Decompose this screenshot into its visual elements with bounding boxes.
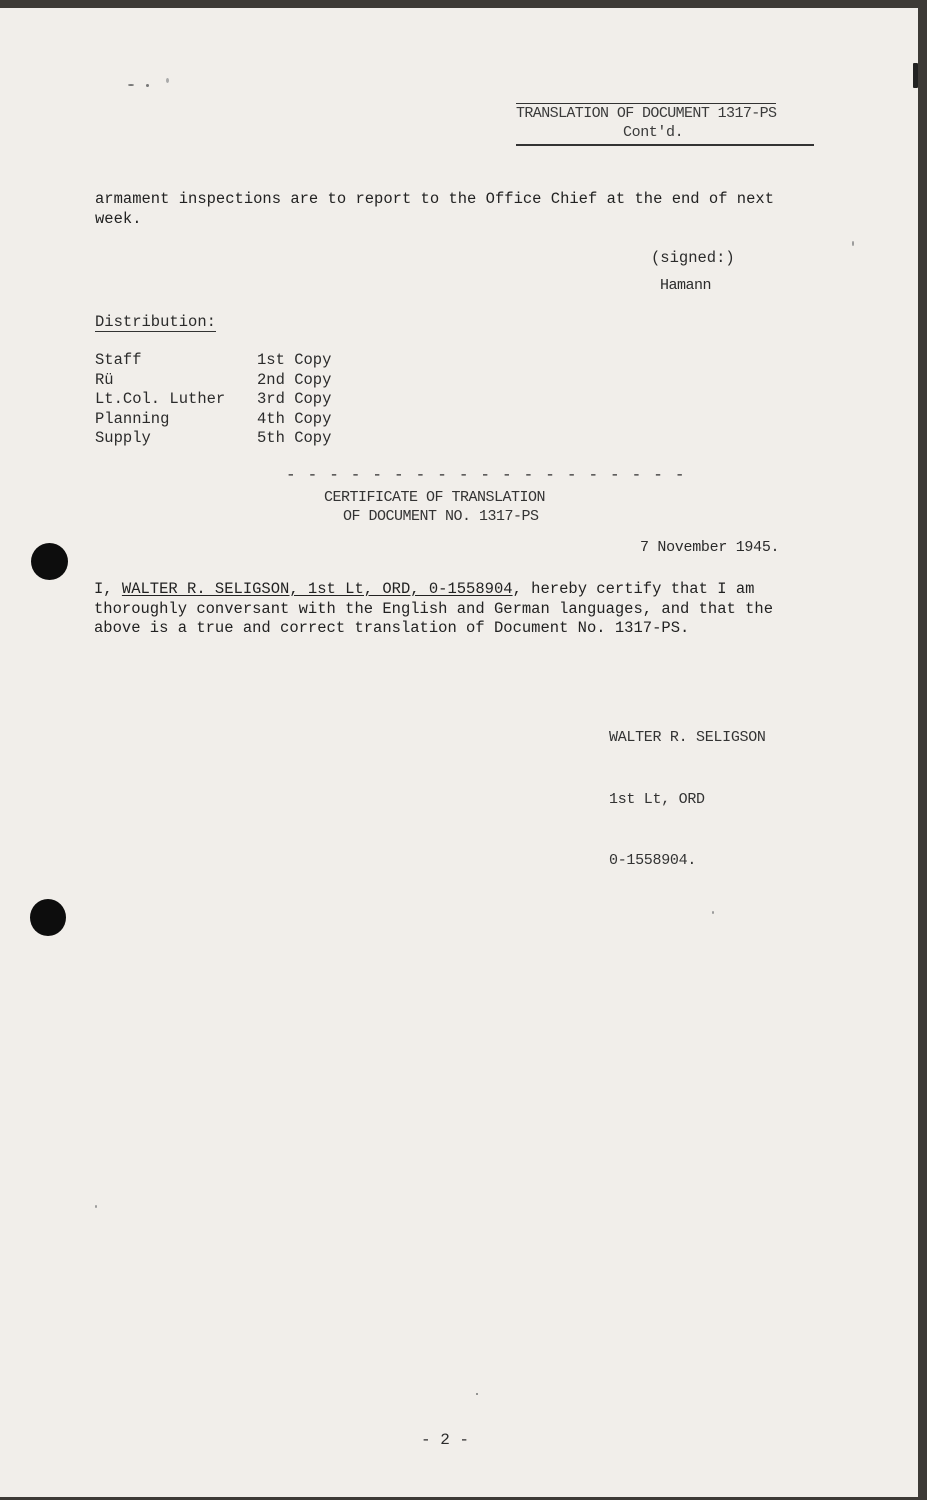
distribution-row xyxy=(95,410,331,430)
translator-name: WALTER R. SELIGSON xyxy=(609,729,766,746)
distribution-recipient: Rü xyxy=(95,370,114,389)
distribution-recipient: Staff xyxy=(95,351,142,369)
signed-label: (signed:) xyxy=(651,249,735,267)
distribution-recipient: Planning xyxy=(95,409,170,428)
distribution-copy: 3rd Copy xyxy=(257,390,332,409)
translator-identification: WALTER R. SELIGSON, 1st Lt, ORD, 0-1558904 xyxy=(121,580,513,598)
certificate-subtitle: OF DOCUMENT NO. 1317-PS xyxy=(343,508,539,525)
distribution-row xyxy=(95,390,331,410)
paper-mark xyxy=(476,1393,478,1395)
header-rule xyxy=(516,144,814,146)
distribution-copy: 5th Copy xyxy=(257,429,332,448)
distribution-table xyxy=(95,351,331,449)
paper-mark xyxy=(712,911,714,914)
certificate-intro: I, xyxy=(94,580,122,598)
paper-mark xyxy=(128,84,134,86)
distribution-recipient: Supply xyxy=(95,429,151,448)
distribution-copy: 1st Copy xyxy=(257,351,332,369)
certificate-statement-text: , hereby certify that I am thoroughly conversant with the English and German languages, and that the above is a true and correct translation of Document No. 1317-PS. xyxy=(94,580,774,637)
paper-mark xyxy=(146,84,149,87)
translator-serial: 0-1558904. xyxy=(609,852,697,869)
distribution-copy: 4th Copy xyxy=(257,409,332,428)
distribution-row xyxy=(95,371,331,391)
document-page xyxy=(0,8,918,1497)
body-paragraph: armament inspections are to report to the Office Chief at the end of next week. xyxy=(95,190,775,228)
translator-signature-block xyxy=(609,687,766,913)
punch-hole xyxy=(30,899,66,936)
document-continued-label: Cont'd. xyxy=(623,124,684,141)
paper-mark xyxy=(852,241,854,246)
distribution-row xyxy=(95,351,331,371)
translator-rank: 1st Lt, ORD xyxy=(609,790,705,808)
distribution-row xyxy=(95,429,331,449)
certificate-date: 7 November 1945. xyxy=(640,539,780,556)
section-separator: - - - - - - - - - - - - - - - - - - - xyxy=(286,466,686,484)
document-title: TRANSLATION OF DOCUMENT 1317-PS xyxy=(516,105,777,122)
punch-hole xyxy=(31,543,68,580)
paper-mark xyxy=(166,78,169,83)
certificate-title: CERTIFICATE OF TRANSLATION xyxy=(324,489,546,506)
page-number: - 2 - xyxy=(421,1431,470,1449)
paper-mark xyxy=(95,1205,97,1208)
distribution-recipient: Lt.Col. Luther xyxy=(95,390,226,409)
signer-name: Hamann xyxy=(660,277,712,294)
distribution-heading: Distribution: xyxy=(95,313,216,331)
distribution-copy: 2nd Copy xyxy=(257,370,332,389)
certificate-statement xyxy=(94,580,799,639)
paper-edge-mark xyxy=(913,63,918,88)
